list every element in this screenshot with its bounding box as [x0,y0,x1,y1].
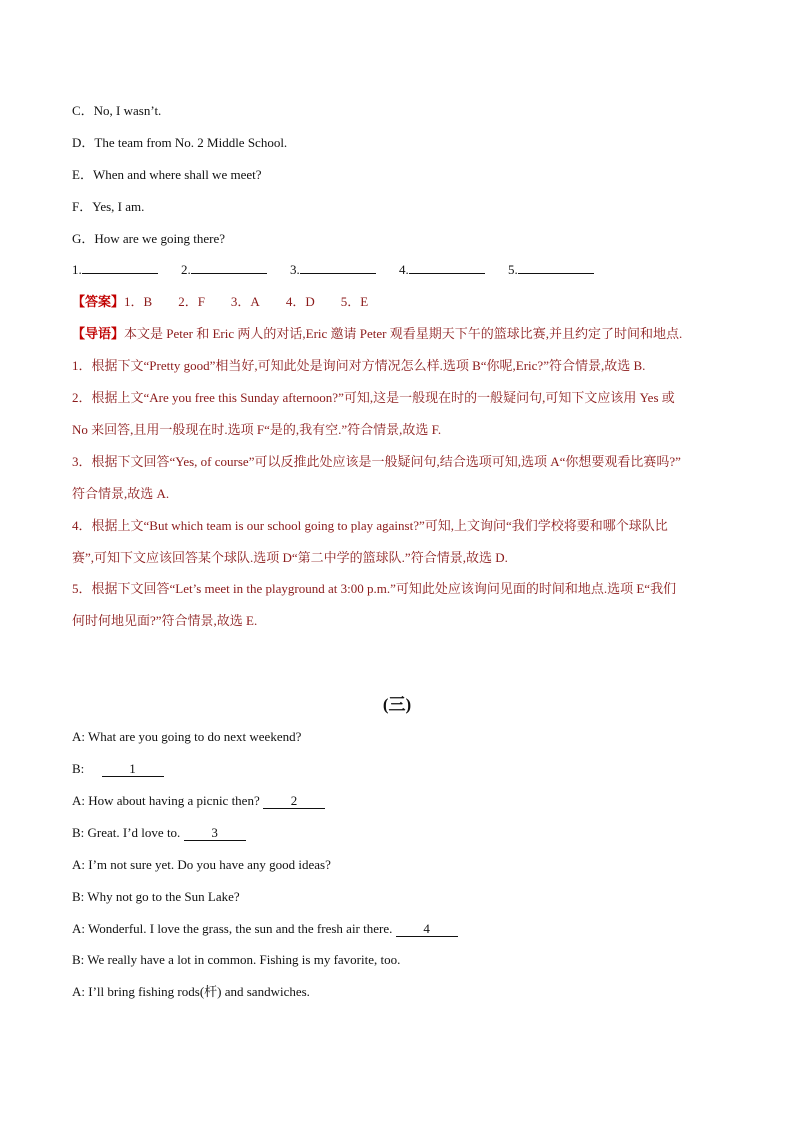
dialogue-line: B: Why not go to the Sun Lake? [72,889,240,904]
explanation-line: 3．根据下文回答“Yes, of course”可以反推此处应该是一般疑问句,结合选项可知,选项 A“你想要观看比赛吗?” [72,454,681,469]
option-d: D．The team from No. 2 Middle School. [72,135,288,150]
dialogue-line: A: I’m not sure yet. Do you have any good ideas? [72,857,331,872]
explanation-line: 1．根据下文“Pretty good”相当好,可知此处是询问对方情况怎么样.选项 B“你呢,Eric?”符合情景,故选 B. [72,358,646,373]
answer-item: 3．A [230,294,260,309]
guide-text: 本文是 Peter 和 Eric 两人的对话,Eric 邀请 Peter 观看星期天下午的篮球比赛,并且约定了时间和地点. [124,326,683,341]
dialogue-line: A: I’ll bring fishing rods(杆) and sandwiches. [72,984,310,999]
explanation-line: 4．根据上文“But which team is our school going to play against?”可知,上文询问“我们学校将要和哪个球队比 [72,518,668,533]
answer-blank[interactable]: 1. [72,261,158,279]
explanation-line: 2．根据上文“Are you free this Sunday afternoon?”可知,这是一般现在时的一般疑问句,可知下文应该用 Yes 或 [72,390,675,405]
explanation-line: No 来回答,且用一般现在时.选项 F“是的,我有空.”符合情景,故选 F. [72,422,442,437]
answer-item: 5．E [340,294,369,309]
option-e: E．When and where shall we meet? [72,167,262,182]
guide-tag: 【导语】 [72,326,125,341]
answer-blank[interactable]: 5. [508,261,594,279]
explanation-line: 赛”,可知下文应该回答某个球队.选项 D“第二中学的篮球队.”符合情景,故选 D. [72,550,508,565]
option-c: C．No, I wasn’t. [72,103,162,118]
section-heading: (三) [382,695,412,714]
dialogue-blank[interactable]: 3 [184,826,246,841]
answer-line [72,293,394,311]
answer-item: 4．D [285,294,315,309]
answer-item: 2．F [178,294,205,309]
dialogue-line: A: Wonderful. I love the grass, the sun and the fresh air there. 4 [72,920,458,938]
dialogue-blank[interactable]: 1 [102,762,164,777]
guide-line [72,325,682,343]
dialogue-line: A: How about having a picnic then? 2 [72,792,325,810]
dialogue-line: B: 1 [72,760,164,778]
answer-blanks-row [72,261,614,279]
option-f: F．Yes, I am. [72,199,145,214]
answer-blank[interactable]: 4. [399,261,485,279]
answer-blank[interactable]: 3. [290,261,376,279]
answer-blank[interactable]: 2. [181,261,267,279]
dialogue-blank[interactable]: 2 [263,794,325,809]
dialogue-line: B: Great. I’d love to. 3 [72,824,246,842]
answer-item: 1．B [124,294,153,309]
answer-tag: 【答案】 [72,294,125,309]
explanation-line: 符合情景,故选 A. [72,486,170,501]
dialogue-line: B: We really have a lot in common. Fishing is my favorite, too. [72,952,401,967]
explanation-line: 5．根据下文回答“Let’s meet in the playground at 3:00 p.m.”可知此处应该询问见面的时间和地点.选项 E“我们 [72,581,677,596]
option-g: G．How are we going there? [72,231,226,246]
dialogue-blank[interactable]: 4 [396,922,458,937]
explanation-line: 何时何地见面?”符合情景,故选 E. [72,613,258,628]
dialogue-line: A: What are you going to do next weekend? [72,729,302,744]
